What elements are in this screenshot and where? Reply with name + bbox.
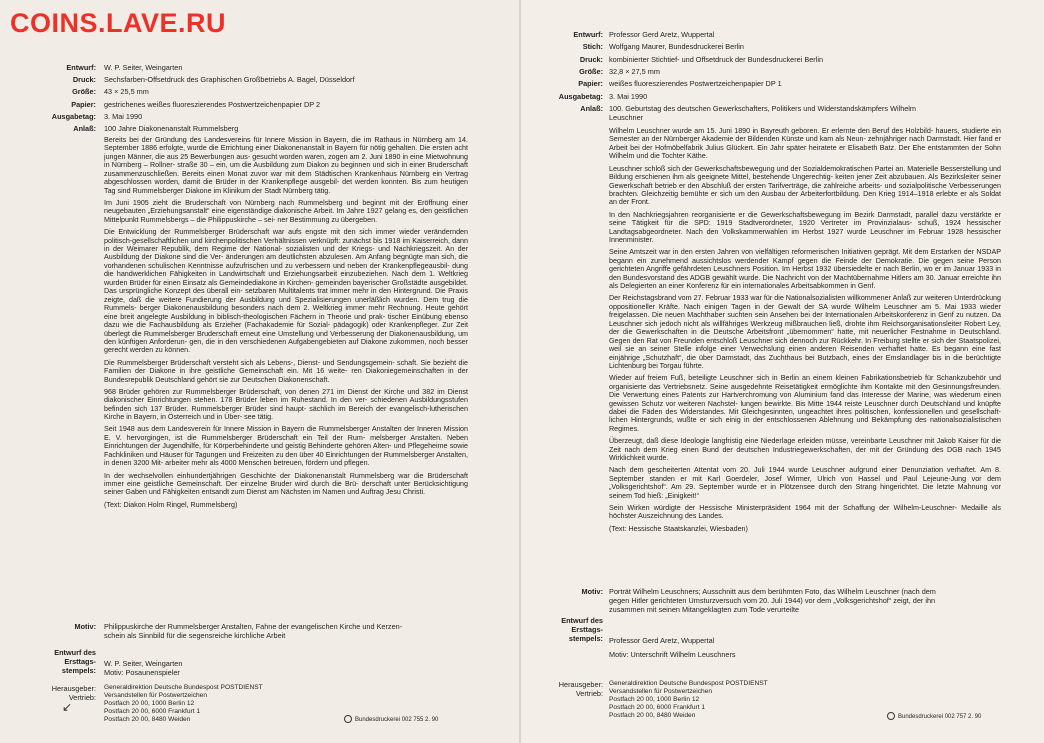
detail-label-druck: Druck:	[579, 55, 603, 64]
motiv-text	[104, 622, 484, 640]
detail-value-papier: weißes fluoreszierendes Postwertzeichenpapier DP 1	[609, 79, 782, 88]
detail-value-anlass: 100 Jahre Diakonenanstalt Rummelsberg	[104, 124, 239, 133]
detail-label-stich: Stich:	[582, 42, 603, 51]
motiv-label: Motiv:	[74, 622, 96, 631]
body-paragraph: Sein Wirken würdigte der Hessische Ministerpräsident 1964 mit der Schaffung der Wilhelm-Leuschner- Medaille als höchster Auszeichnung des Landes.	[609, 503, 1001, 521]
body-paragraph: In den Nachkriegsjahren reorganisierte er die Gewerkschaftsbewegung im Bezirk Darmstadt, parallel dazu verstärkte er seine Tätigkeit für die SPD: 1919 Stadtverordneter, 1920 Vertreter im Provinzialaus- schuß, 1924 hessischer Landtagsabgeordneter. Nach den Volkskammerwahlen im Herbst 1927 wurde Leuschner im Februar 1928 hessischer Innenminister.	[609, 210, 1001, 245]
motiv-line: zusammen mit seinen Mitangeklagten zum Tode verurteilte	[609, 605, 800, 614]
detail-value-stich: Wolfgang Maurer, Bundesdruckerei Berlin	[609, 42, 744, 51]
motiv-line: Philippuskirche der Rummelsberger Anstalten, Fahne der evangelischen Kirche und Kerzen-	[104, 622, 403, 631]
right-document-page	[521, 0, 1044, 743]
motiv-line: Porträt Wilhelm Leuschners; Ausschnitt aus dem berühmten Foto, das Wilhelm Leuschner (nach dem	[609, 587, 936, 596]
motiv-label: Motiv:	[581, 587, 603, 596]
stamp-design-line: Motiv: Posaunenspieler	[104, 668, 180, 677]
left-document-page	[0, 0, 519, 743]
detail-label-druck: Druck:	[72, 75, 96, 84]
body-paragraph: Die Entwicklung der Rummelsberger Brüderschaft war aufs engste mit den sich immer wieder verändernden politisch-gesellschaftlichen und kirchenpolitischen Verhältnissen verknüpft: zunächst bis 1918 im Kaiserreich, dann in der Weimarer Republik, dem Regime der National- sozialisten und der Kriegs- und Nachkriegszeit. An der Ausbildung der Diakone sind die Ver- änderungen am deutlichsten abzulesen. Am Anfang begnügte man sich, die vorhandenen schulischen Kenntnisse aufzufrischen und zu verbessern und neben der Krankenpflegeausbil- dung die handwerklichen Fähigkeiten in Landwirtschaft und Erziehungsarbeit einzubeziehen. Nach dem 1. Weltkrieg wurden Brüder für einen Einsatz als Gemeindediakone in Kirchen- gemeinden bayerischer Großstädte ausgebildet. Das ursprüngliche Konzept des überall ein- setzbaren Multitalents trat immer mehr in den Hintergrund. Die Praxis zeigte, daß die weitere Fundierung der Ausbildung und Spezialisierungen unerläßlich wurden. Dem trug die Rummels- berger Diakonenausbildung besonders nach dem 2. Weltkrieg immer mehr Rechnung. Heute gehört eine breit angelegte Ausbildung in biblisch-theologischen Fächern in Theorie und prak- tischer Einübung ebenso dazu wie die Fachausbildung als Erzieher (Fachakademie für Sozial- pädagogik) oder Krankenpfleger. Zur Zeit überlegt die Rummelsberger Bruderschaft erneut eine Umstellung und Verbesserung der Diakonenausbildung, um den künftigen Anforderun- gen, die in den verschiedenen Aufgabengebieten auf Diakone zukommen, noch besser gerecht werden zu können.	[104, 228, 468, 355]
anlass-line: Leuschner	[609, 113, 644, 122]
detail-label-ausgabetag: Ausgabetag:	[51, 112, 96, 121]
watermark-text: COINS.LAVE.RU	[10, 8, 227, 38]
printer-imprint-text: Bundesdruckerei 002 757 2. 90	[898, 714, 982, 720]
detail-label-anlass: Anlaß:	[73, 124, 96, 133]
stamp-design-line: Motiv: Unterschrift Wilhelm Leuschners	[609, 650, 736, 659]
detail-label-groesse: Größe:	[579, 67, 603, 76]
issuer-address	[104, 684, 263, 724]
issuer-line: Postfach 20 00, 8480 Weiden	[609, 712, 696, 719]
body-paragraph: Die Rummelsberger Brüderschaft versteht sich als Lebens-, Dienst- und Sendungsgemein- schaft. Sie bezieht die Familien der Diakone in ihre geistliche Gemeinschaft ein. Mit 16 weite- ren Diakoniegemeinschaften in der Bundesrepublik Deutschland gehört sie zur Deutschen Diakonenschaft.	[104, 358, 468, 384]
detail-value-ausgabetag: 3. Mai 1990	[104, 112, 143, 121]
detail-label-papier: Papier:	[578, 79, 603, 88]
stamp-design-text	[609, 636, 736, 659]
detail-label-groesse: Größe:	[72, 87, 96, 96]
issuer-line: Postfach 20 00, 6000 Frankfurt 1	[609, 704, 706, 711]
body-paragraph: Leuschner schloß sich der Gewerkschaftsbewegung und der Sozialdemokratischen Partei an. Materielle Besserstellung und Bildung erschienen ihm als geeignete Mittel, bestehende Ungerechtig- keiten jener Zeit abzubauen. Als Bezirksleiter seiner Gewerkschaft betrieb er den Abschluß der ersten Tarifverträge, die zahlreiche arbeits- und sozialpolitische Verbesserungen brachten. Gleichzeitig bemühte er sich um den Ausbau der Arbeiterfortbildung. Den Krieg 1914–1918 erlebte er als Soldat an der Front.	[609, 164, 1001, 207]
stamp-design-line: W. P. Seiter, Weingarten	[104, 659, 183, 668]
detail-label-entwurf: Entwurf:	[573, 30, 603, 39]
issuer-label: Herausgeber: Vertrieb:	[51, 684, 96, 702]
detail-value-entwurf: Professor Gerd Aretz, Wuppertal	[609, 30, 715, 39]
stamp-design-label: Entwurf des Ersttags- stempels:	[561, 616, 603, 643]
body-paragraph: Wilhelm Leuschner wurde am 15. Juni 1890 in Bayreuth geboren. Er erlernte den Beruf des Holzbild- hauers, studierte ein Semester an der Nürnberger Akademie der Bildenden Künste und kam als Neun- zehnjähriger nach Darmstadt. Hier fand er Arbeit bei der Hofmöbelfabrik Julius Glückert. Ein Jahr später heiratete er Elisabeth Batz. Der Ehe entstammten der Sohn Wilhelm und die Tochter Käthe.	[609, 127, 1001, 161]
detail-value-groesse: 43 × 25,5 mm	[104, 87, 149, 96]
detail-value-papier: gestrichenes weißes fluoreszierendes Postwertzeichenpapier DP 2	[104, 100, 321, 109]
issuer-line: Versandstellen für Postwertzeichen	[609, 688, 712, 695]
detail-value-ausgabetag: 3. Mai 1990	[609, 92, 648, 101]
stamp-design-label: Entwurf des Ersttags- stempels:	[54, 648, 96, 675]
body-paragraph: Nach dem gescheiterten Attentat vom 20. Juli 1944 wurde Leuschner aufgrund einer Denunziation verhaftet. Am 8. September standen er mit Karl Goerdeler, Josef Wirmer, Ulrich von Hassel und Paul Lejeune-Jung vor dem „Volksgerichtshof“. Am 29. September wurde er in Plötzensee durch den Strang hingerichtet. Die letzte Mahnung vor seinem Tod hieß: „Einigkeit!“	[609, 466, 1001, 500]
body-paragraph: Überzeugt, daß diese Ideologie langfristig eine Niederlage erleiden müsse, vereinbarte Leuschner mit Jakob Kaiser für die Zeit nach dem Krieg einen Bund der deutschen Industriegewerkschaften, der mit der Gründung des DGB nach 1945 Wirklichkeit wurde.	[609, 437, 1001, 463]
detail-value-druck: kombinierter Stichtief- und Offsetdruck der Bundesdruckerei Berlin	[609, 55, 824, 64]
detail-value-druck: Sechsfarben-Offsetdruck des Graphischen Großbetriebs A. Bagel, Düsseldorf	[104, 75, 355, 84]
printer-imprint	[887, 712, 981, 721]
body-paragraph: Bereits bei der Gründung des Landesvereins für Innere Mission in Bayern, die im Rathaus in Nürnberg am 14. September 1886 erfolgte, wurde die Errichtung einer Diakonenanstalt in Bayern für nötig gehalten. Die ersten acht jungen Männer, die aus 25 Bewerbungen aus- gesucht worden waren, zogen am 2. Juni 1890 in eine Mietwohnung in Nürnberg – Rollner- straße 30 – ein, um die Ausbildung zum Diakon zu beginnen und sich in einer Bruderschaft zusammenzuschließen. Bereits einen Monat zuvor war mit dem Städtischen Krankenhaus Nürnberg ein Vertrag abgeschlossen worden, damit die Brüder in der Krankenpflege ausgebil- det werden konnten. Bis zum heutigen Tag sind Rummelsberger Diakone im Klinikum der Stadt Nürnberg tätig.	[104, 136, 468, 195]
body-text	[104, 136, 468, 621]
issuer-line: Postfach 20 00, 8480 Weiden	[104, 716, 191, 723]
stamp-design-line: Professor Gerd Aretz, Wuppertal	[609, 636, 715, 645]
body-paragraph: Der Reichstagsbrand vom 27. Februar 1933 war für die Nationalsozialisten willkommener Anlaß zur weiteren Unterdrückung oppositioneller Kräfte. Nach einigen Tagen in der Gewalt der SA wurde Wilhelm Leuschner am 5. Mai 1933 wieder freigelassen. Die neuen Machthaber suchten sein Ansehen bei der Internationalen Arbeitskonferenz in Genf zu nutzen. Da Leuschner sich jedoch nicht als willfähriges Werkzeug mißbrauchen ließ, drohte ihm Reichsorganisationsleiter Robert Ley, der die Gewerkschaften in die Deutsche Arbeitsfront „übernommen“ hatte, mit neuerlicher Festnahme in Deutschland. Gegen den Rat von Freunden entschloß Leuschner sich dennoch zur Rückkehr. In Freiburg stellte er sich der Staatspolizei, weil sie an seiner Stelle infolge einer Verwechslung einen anderen Reisenden verhaftet hatte. Es begann eine fast einjährige „Schutzhaft“, die über Darmstadt, das Zuchthaus bei Butzbach, eines der Emslandlager bis in die berüchtigte Lichtenburg bei Torgau führte.	[609, 294, 1001, 370]
issuer-line: Postfach 20 00, 1000 Berlin 12	[609, 696, 700, 703]
motiv-text	[609, 587, 1009, 614]
motiv-line: gegen Hitler gerichteten Umsturzversuch vom 20. Juli 1944) vor dem „Volksgerichtshof“ zeigt, der ihn	[609, 596, 936, 605]
detail-value-groesse: 32,8 × 27,5 mm	[609, 67, 660, 76]
issuer-line: Generaldirektion Deutsche Bundespost POSTDIENST	[609, 680, 768, 687]
issuer-line: Postfach 20 00, 1000 Berlin 12	[104, 700, 195, 707]
detail-value-anlass	[609, 104, 1009, 122]
issuer-address	[609, 680, 768, 720]
body-paragraph: Im Juni 1905 zieht die Bruderschaft von Nürnberg nach Rummelsberg und beginnt mit der Eröffnung einer neugebauten „Erziehungsanstalt“ eine eigenständige diakonische Arbeit. Im Jahre 1927 gelang es, den geistlichen Mittelpunkt Rummelsbergs – die Philippuskirche – sei- ner Bestimmung zu übergeben.	[104, 198, 468, 224]
printer-seal-icon	[344, 715, 352, 723]
motiv-line: schein als Sinnbild für die segensreiche kirchliche Arbeit	[104, 631, 286, 640]
anlass-line: 100. Geburtstag des deutschen Gewerkschafters, Politikers und Widerstandskämpfers Wilhelm	[609, 104, 917, 113]
issuer-label: Herausgeber: Vertrieb:	[558, 680, 603, 698]
body-paragraph: Seine Amtszeit war in den ersten Jahren von vielfältigen reformerischen Initiativen geprägt. Mit dem Erstarken der NSDAP begann ein zunehmend aussichtslos werdender Kampf gegen die Feinde der Demokratie. Die gegen seine Person gerichteten Angriffe gefährdeten Leuschners Position. Im Herbst 1932 übersiedelte er nach Berlin, wo er im Januar 1933 in den Bundesvorstand des ADGB gewählt wurde. Die Nachricht von der Machtübernahme Hitlers am 30. Januar erreichte ihn als Delegierten an einer Konferenz für ein internationales Arbeitsabkommen in Genf.	[609, 248, 1001, 291]
printer-imprint	[344, 715, 438, 724]
issuer-line: Versandstellen für Postwertzeichen	[104, 692, 207, 699]
body-paragraph: 968 Brüder gehören zur Rummelsberger Brüderschaft, von denen 271 im Dienst der Kirche und 382 im Dienst diakonischer Einrichtungen stehen. 178 Brüder leben im Ruhestand. In den ver- schiedenen Ausbildungsstufen befinden sich 137 Brüder. Rummelsberger Brüder sind haupt- sächlich im Bereich der evangelisch-lutherischen Kirche in Bayern, in Österreich und in Über- see tätig.	[104, 387, 468, 422]
issuer-line: Postfach 20 00, 6000 Frankfurt 1	[104, 708, 201, 715]
detail-label-ausgabetag: Ausgabetag:	[558, 92, 603, 101]
pencil-mark-icon: ↙	[62, 700, 73, 714]
issuer-line: Generaldirektion Deutsche Bundespost POSTDIENST	[104, 684, 263, 691]
printer-seal-icon	[887, 712, 895, 720]
body-paragraph: Seit 1948 aus dem Landesverein für Innere Mission in Bayern die Rummelsberger Anstalten der Inneren Mission E. V. hervorgingen, ist die Rummelsberger Brüderschaft ein Teil der Rum- melsberger Anstalten. Neben Einrichtungen der Jugendhilfe, für Körperbehinderte und geistig Behinderte gehören Alten- und Pflegeheime sowie Fachkliniken und Häuser für Tagungen und Freizeiten zu den über 40 Einrichtungen der Rummelsberger Anstalten, in denen 3200 Mit- arbeiter mehr als 4000 Menschen betreuen, fördern und pflegen.	[104, 425, 468, 468]
stamp-design-text	[104, 659, 182, 677]
body-paragraph: Wieder auf freiem Fuß, beteiligte Leuschner sich in Berlin an einem kleinen Fabrikationsbetrieb für Schankzubehör und organisierte das Vertriebsnetz. Seine ausgedehnte Reisetätigkeit ermöglichte ihm Kontakte mit den Gesinnungsfreunden. Die Verwertung eines Patents zur Hartverchromung von Aluminium fand das Interesse der Marine, was wiederum einen gewissen Schutz vor weiteren Nachstel- lungen bewirkte. Bis Mitte 1944 reiste Leuschner durch Deutschland und knüpfte dabei die Fäden des Widerstandes. Mit Gleichgesinnten, ungeachtet ihres politischen, konfessionellen und gesellschaft- lichen Hintergrunds, wußte er sich einig in der entschlossenen Ablehnung und Bekämpfung des nationalsozialistischen Regimes.	[609, 374, 1001, 433]
body-paragraph: In der wechselvollen einhundertjährigen Geschichte der Diakonenanstalt Rummelsberg war die Brüderschaft immer eine geistliche Gemeinschaft. Der einzelne Bruder wird durch die Brü- derschaft unter Berücksichtigung seiner Gaben und Fähigkeiten entsandt zum Dienst am Nächsten im Namen und Auftrag Jesu Christi.	[104, 471, 468, 497]
detail-label-entwurf: Entwurf:	[66, 63, 96, 72]
body-text	[609, 127, 1001, 585]
text-credit: (Text: Diakon Holm Ringel, Rummelsberg)	[104, 500, 238, 509]
text-credit: (Text: Hessische Staatskanzlei, Wiesbaden)	[609, 524, 748, 533]
detail-value-entwurf: W. P. Seiter, Weingarten	[104, 63, 183, 72]
printer-imprint-text: Bundesdruckerei 002 755 2. 90	[355, 717, 439, 723]
detail-label-anlass: Anlaß:	[580, 104, 603, 113]
detail-label-papier: Papier:	[71, 100, 96, 109]
